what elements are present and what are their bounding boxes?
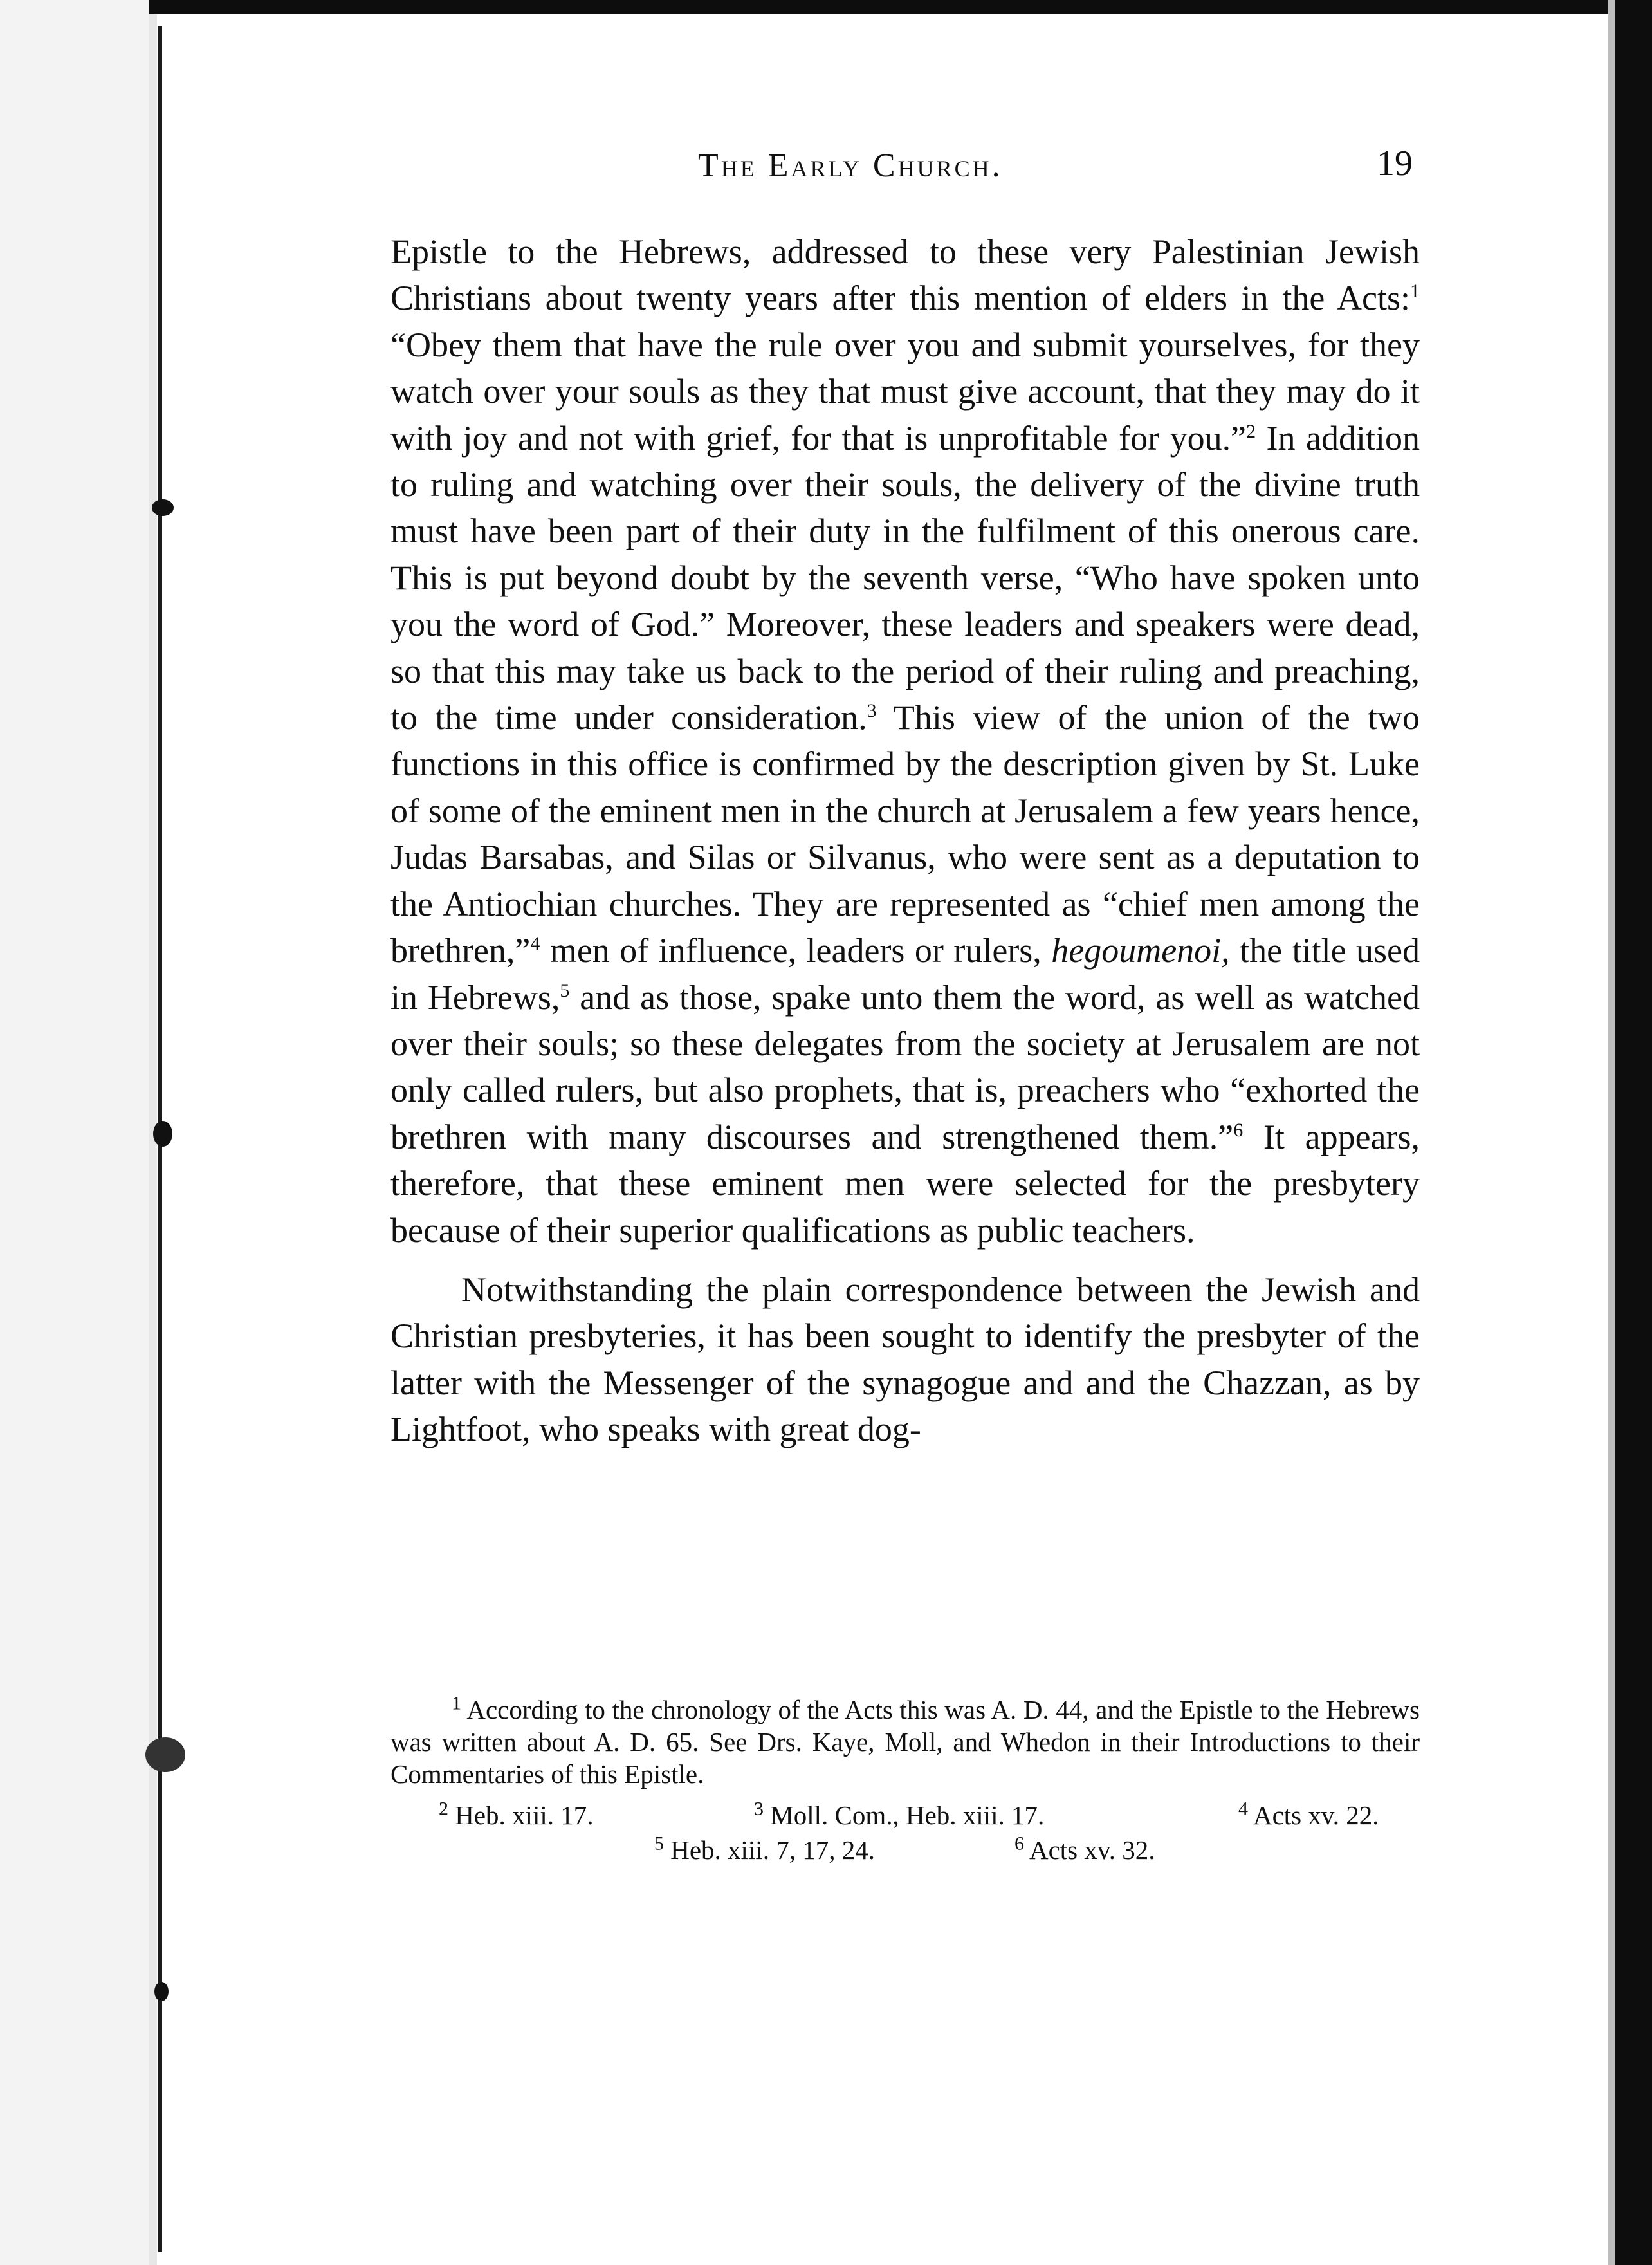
footnote: $^4$ Acts xv. 22. (1238, 1798, 1379, 1830)
footnote-ref: 4 (530, 933, 540, 955)
footnote-ref: 3 (867, 700, 877, 722)
footnote-ref: 6 (1233, 1119, 1244, 1141)
italic-term: hegoumenoi, (1051, 931, 1230, 970)
footnote-ref: 2 (1246, 420, 1256, 442)
running-title: The Early Church. (698, 147, 1003, 184)
footnote-ref: 5 (560, 979, 570, 1001)
body-text (390, 228, 1420, 1453)
footnote-ref: 1 (1410, 281, 1420, 302)
footnote: $^6$ Acts xv. 32. (1014, 1833, 1155, 1865)
footnote-mark: 1 (452, 1692, 461, 1714)
footnote: $^5$ Heb. xiii. 7, 17, 24. (654, 1833, 875, 1865)
paragraph: Epistle to the Hebrews, addressed to these very Palestinian Jewish Christians about twenty years after this mention of elders in the Acts:$^1$ “Obey them that have the rule over you and submit yourselves, for they watch over your souls as they that must give account, that they may do it with joy and not with grief, for that is unprofitable for you.”$^2$ In addition to ruling and watching over their souls, the delivery of the divine truth must have been part of their duty in the fulfilment of this onerous care. This is put beyond doubt by the seventh verse, “Who have spoken unto you the word of God.” Moreover, these leaders and speakers were dead, so that this may take us back to the period of their ruling and preaching, to the time under consideration.$^3$ This view of the union of the two functions in this office is confirmed by the description given by St. Luke of some of the eminent men in the church at Jerusalem a few years hence, Judas Barsabas, and Silas or Silvanus, who were sent as a deputation to the Antiochian churches. They are represented as “chief men among the brethren,”$^4$ men of influence, leaders or rulers, hegoumenoi, the title used in Hebrews,$^5$ and as those, spake unto them the word, as well as watched over their souls; so these delegates from the society at Jerusalem are not only called rulers, but also prophets, that is, preachers who “exhorted the brethren with many discourses and strengthened them.”$^6$ It appears, therefore, that these eminent men were selected for the presbytery because of their superior qualifications as public teachers. (390, 232, 1420, 1250)
footnote-mark: 4 (1238, 1798, 1248, 1820)
running-head (0, 143, 1652, 192)
paragraph: Notwithstanding the plain correspondence between the Jewish and Christian presbyteries, it has been sought to identify the presbyter of the latter with the Messenger of the synagogue and and the Chazzan, as by Lightfoot, who speaks with great dog- (390, 1270, 1420, 1449)
footnote: $^2$ Heb. xiii. 17. (439, 1798, 594, 1830)
footnote-mark: 5 (654, 1833, 664, 1854)
footnote: $^1$ According to the chronology of the Acts this was A. D. 44, and the Epistle to the Hebrews was written about A. D. 65. See Drs. Kaye, Moll, and Whedon in their Introductions to their Commentaries of this Epistle. (390, 1692, 1420, 1789)
footnote-mark: 6 (1014, 1833, 1024, 1854)
footnote-row (390, 1790, 1420, 1834)
page-number: 19 (1377, 143, 1413, 183)
footnote-mark: 3 (754, 1798, 764, 1820)
footnote: $^3$ Moll. Com., Heb. xiii. 17. (754, 1798, 1045, 1830)
footnote-mark: 2 (439, 1798, 448, 1820)
footnotes (390, 1694, 1420, 1878)
footnote-row (390, 1834, 1420, 1878)
